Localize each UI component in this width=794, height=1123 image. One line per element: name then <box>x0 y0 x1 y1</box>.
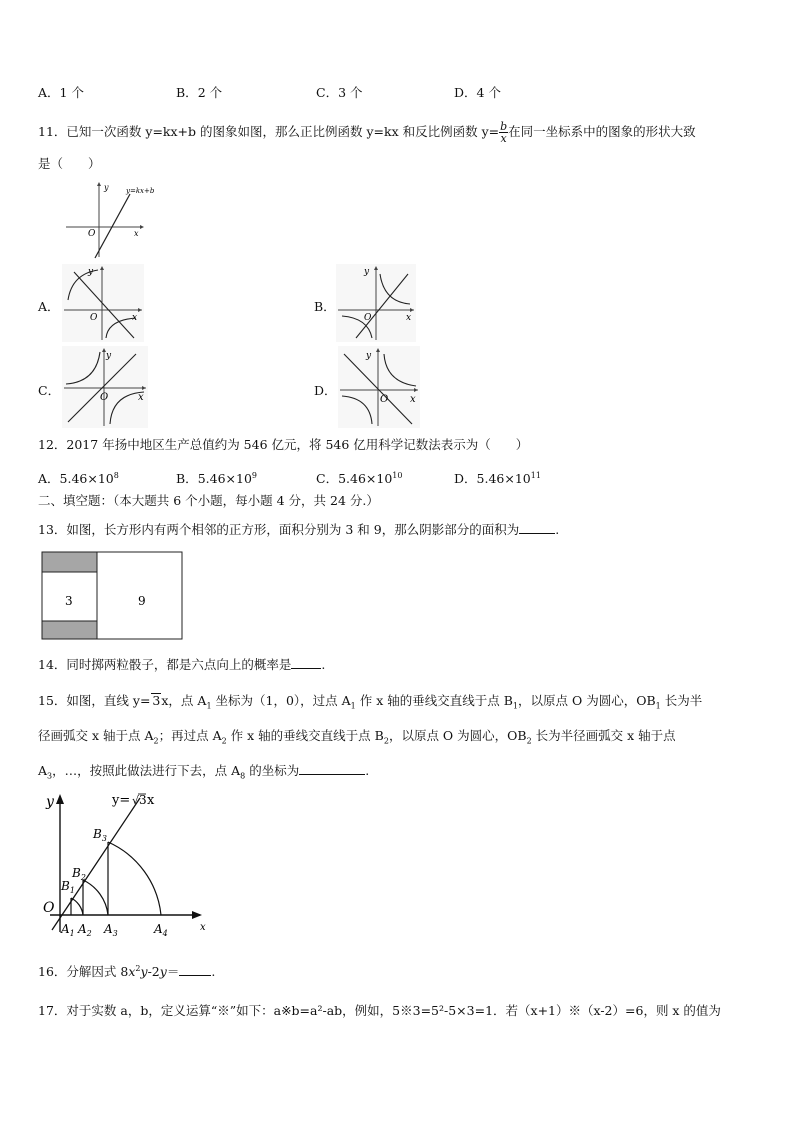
q10-option-c: C．3 个 <box>316 85 363 100</box>
label-a3: $A_3$ <box>104 922 118 938</box>
q15-answer-blank <box>299 762 365 775</box>
svg-text:O: O <box>364 313 372 323</box>
q10-option-d: D．4 个 <box>454 85 501 100</box>
svg-text:x: x <box>138 392 144 403</box>
q16-stem: 16．分解因式 $8x^2y-2y=$ . <box>38 964 216 980</box>
q11-option-a-figure <box>62 264 144 342</box>
svg-text:O: O <box>100 392 109 403</box>
q14-stem: 14．同时掷两粒骰子，都是六点向上的概率是 . <box>38 657 326 672</box>
q13-answer-blank <box>519 521 555 534</box>
q11-option-b-figure <box>336 264 416 342</box>
svg-text:x: x <box>410 394 416 405</box>
svg-text:x: x <box>132 313 138 323</box>
svg-text:x: x <box>200 922 206 933</box>
q12-option-b: B．$5.46\times 10^9$ <box>176 470 257 486</box>
label-b2: $B_2$ <box>72 866 86 882</box>
q11-stem-end: 是（ ） <box>38 156 101 171</box>
q10-option-b: B．2 个 <box>176 85 223 100</box>
q15-stem-line-1: 15．如图，直线 y= 3x，点 $A_1$ 坐标为（1，0），过点 $A_1$ 作 x 轴的垂线交直线于点 $B_1$，以原点 O 为圆心，$OB_1$ 长为半 <box>38 693 703 711</box>
svg-text:x: x <box>147 793 155 808</box>
q11-option-c-figure <box>62 346 148 428</box>
svg-text:y: y <box>88 267 94 277</box>
svg-text:y: y <box>104 183 109 192</box>
svg-text:y: y <box>46 794 54 810</box>
q11-option-d-figure <box>338 346 420 428</box>
svg-text:O: O <box>43 900 55 916</box>
q11-main-figure <box>62 180 158 260</box>
q11-option-b-label: B． <box>314 299 336 314</box>
q12-option-d: D．$5.46\times 10^{11}$ <box>454 470 541 486</box>
svg-text:9: 9 <box>138 594 146 608</box>
q12-option-a: A．$5.46\times 10^8$ <box>38 470 119 486</box>
q11-stem: 11．已知一次函数 y=kx+b 的图象如图，那么正比例函数 y=kx 和反比例函数 y= $\frac{b}{x}$ 在同一坐标系中的图象的形状大致 <box>38 120 696 145</box>
q15-stem-line-3: $A_3$，…，按照此做法进行下去，点 $A_8$ 的坐标为 . <box>38 763 370 781</box>
svg-text:√: √ <box>132 794 140 807</box>
svg-text:y=: y= <box>112 793 131 808</box>
section-2-heading: 二、填空题：（本大题共 6 个小题，每小题 4 分，共 24 分.） <box>38 493 379 508</box>
svg-text:3: 3 <box>139 793 147 807</box>
svg-text:y: y <box>366 351 372 361</box>
svg-text:O: O <box>380 394 389 405</box>
q12-option-c: C．$5.46\times 10^{10}$ <box>316 470 403 486</box>
q12-stem: 12．2017 年扬中地区生产总值约为 546 亿元，将 546 亿用科学记数法表示为（ ） <box>38 437 529 452</box>
svg-text:x: x <box>134 229 139 238</box>
q13-stem: 13．如图，长方形内有两个相邻的正方形，面积分别为 3 和 9，那么阴影部分的面积为 . <box>38 522 560 537</box>
q15-stem-line-2: 径画弧交 x 轴于点 $A_2$；再过点 $A_2$ 作 x 轴的垂线交直线于点 $B_2$，以原点 O 为圆心，$OB_2$ 长为半径画弧交 x 轴于点 <box>38 728 676 746</box>
q11-option-a-label: A． <box>38 299 60 314</box>
label-b1: $B_1$ <box>61 879 75 895</box>
label-a4: $A_4$ <box>154 922 168 938</box>
svg-text:y=kx+b: y=kx+b <box>126 187 155 195</box>
svg-text:O: O <box>88 229 96 239</box>
svg-text:y: y <box>364 267 370 277</box>
label-b3: $B_3$ <box>93 827 107 843</box>
q11-option-c-label: C． <box>38 383 61 398</box>
q11-option-d-label: D． <box>314 383 337 398</box>
q15-figure <box>40 790 210 940</box>
label-a1: $A_1$ <box>61 922 75 938</box>
svg-text:3: 3 <box>65 594 73 608</box>
label-a2: $A_2$ <box>78 922 92 938</box>
q16-answer-blank <box>179 963 211 976</box>
q14-answer-blank <box>291 656 321 669</box>
q13-figure <box>41 551 183 640</box>
svg-text:O: O <box>90 313 98 323</box>
q11-fraction: $\frac{b}{x}$ <box>500 120 508 145</box>
q10-option-a: A．1 个 <box>38 85 84 100</box>
svg-text:y: y <box>106 351 112 361</box>
q17-stem: 17．对于实数 a，b，定义运算“※”如下：a※b=a²-ab，例如，5※3=5²-5×3=1．若（x+1）※（x-2）=6，则 x 的值为 <box>38 1003 721 1018</box>
svg-text:x: x <box>406 313 412 323</box>
